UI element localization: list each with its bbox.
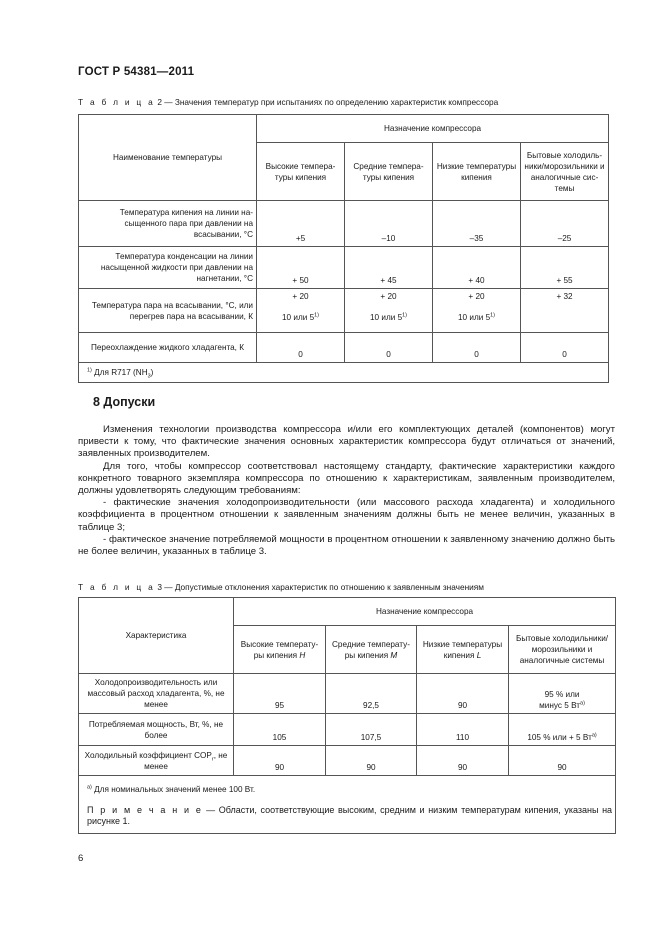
table3-note-label: П р и м е ч а н и е bbox=[87, 805, 203, 815]
table-3 bbox=[78, 597, 616, 834]
table3-cell bbox=[509, 674, 616, 714]
table2-cell: –10 bbox=[345, 201, 433, 247]
section-body bbox=[78, 424, 615, 558]
table3-footnote-text: Для номинальных значений менее 100 Вт. bbox=[94, 785, 256, 794]
table2-cell: + 45 bbox=[345, 247, 433, 289]
paragraph: Изменения технологии производства компрессора и/или его комплектующих деталей (компонентов) могут привести к тому, что фактические значения основных характеристик компрессора будут отличаться от значений, заявленных производителем. bbox=[78, 424, 615, 460]
table3-cell-line: 95 % или bbox=[544, 690, 580, 699]
table2-cell-bottom-text: 10 или 5 bbox=[281, 313, 315, 322]
table2-row-label: Температура кипения на линии насыщенного пара при давлении на всасывании, °С bbox=[79, 201, 257, 247]
table2-row-label: Переохлаждение жидкого хладагента, К bbox=[79, 333, 257, 363]
table3-footnotes bbox=[79, 776, 616, 834]
table3-row-label: Холодопроизводительность или массовый расход хладагента, %, не менее bbox=[79, 674, 234, 714]
table3-label-end: , не менее bbox=[144, 750, 228, 771]
table3-cell: 105 bbox=[234, 714, 326, 746]
table2-col-high: Высокие температуры кипения bbox=[257, 143, 345, 201]
table2-name-header: Наименование температуры bbox=[79, 115, 257, 201]
table3-caption-text: 3 — Допустимые отклонения характеристик по отношению к заявленным значениям bbox=[155, 582, 484, 592]
table2-caption-label: Т а б л и ц а bbox=[78, 97, 156, 107]
table3-cell: 90 bbox=[417, 746, 509, 776]
table2-footnote-ref: 1) bbox=[402, 312, 408, 319]
table2-cell: + 55 bbox=[521, 247, 609, 289]
table3-cell: 90 bbox=[326, 746, 417, 776]
table3-col-text: Низкие температуры кипения bbox=[422, 639, 503, 660]
table3-caption-label: Т а б л и ц а bbox=[78, 582, 156, 592]
table2-cell-bottom bbox=[348, 312, 429, 323]
page-number: 6 bbox=[78, 853, 84, 864]
table3-footnote-ref: a) bbox=[591, 732, 597, 739]
table3-col-household: Бытовые холодильники/морозильники и аналогичные системы bbox=[509, 626, 616, 674]
table3-cell bbox=[509, 714, 616, 746]
table2-cell-bottom-text: 10 или 5 bbox=[369, 313, 403, 322]
table3-col-medium bbox=[326, 626, 417, 674]
table3-col-symbol: L bbox=[476, 650, 482, 660]
table2-row-label: Температура конденсации на линии насыщенной жидкости при давлении на нагнетании, °С bbox=[79, 247, 257, 289]
table2-cell-top: + 20 bbox=[380, 292, 397, 301]
document-header: ГОСТ Р 54381—2011 bbox=[78, 66, 195, 78]
table2-cell: –25 bbox=[521, 201, 609, 247]
table2-cell: 0 bbox=[521, 333, 609, 363]
table3-cell: 95 bbox=[234, 674, 326, 714]
table3-footnote-mark: a) bbox=[87, 784, 92, 791]
table2-footnote-sub: 3 bbox=[147, 373, 151, 380]
table2-col-medium: Средние температуры кипения bbox=[345, 143, 433, 201]
table2-cell: 0 bbox=[345, 333, 433, 363]
paragraph: - фактические значения холодопроизводительности (или массового расхода хладагента) и холодильного коэффициента в процентном отношении к заявленным значениям должны быть не менее величин, указанных в таблице 3; bbox=[78, 497, 615, 533]
table2-footnote-ref: 1) bbox=[314, 312, 320, 319]
table3-col-symbol: M bbox=[390, 650, 398, 660]
paragraph: Для того, чтобы компрессор соответствовал настоящему стандарту, фактические характеристики каждого конкретного товарного экземпляра компрессора по отношению к характеристикам, заявленным производителем, должны удовлетворять следующим требованиям: bbox=[78, 460, 615, 497]
table3-footnote bbox=[87, 784, 612, 795]
table2-cell: 0 bbox=[433, 333, 521, 363]
table2-col-household: Бытовые холодильники/морозильники и аналогичные системы bbox=[521, 143, 609, 201]
table3-cell-text: минус 5 Вт bbox=[539, 701, 581, 710]
table3-row-label bbox=[79, 746, 234, 776]
table2-cell-bottom-text: 10 или 5 bbox=[457, 313, 491, 322]
table2-cell: +5 bbox=[257, 201, 345, 247]
table2-col-low: Низкие температуры кипения bbox=[433, 143, 521, 201]
table3-row-label: Потребляемая мощность, Вт, %, не более bbox=[79, 714, 234, 746]
table2-cell-bottom bbox=[436, 312, 517, 323]
table3-cell-text: 105 % или + 5 Вт bbox=[527, 733, 592, 742]
table2-cell: + 50 bbox=[257, 247, 345, 289]
table3-note-text: — Области, соответствующие высоким, средним и низким температурам кипения, указаны на рисунке 1. bbox=[87, 805, 613, 826]
table3-cell: 90 bbox=[417, 674, 509, 714]
paragraph: - фактическое значение потребляемой мощности в процентном отношении к заявленному значению должно быть не более величин, указанных в таблице 3. bbox=[78, 533, 615, 558]
table2-cell bbox=[345, 289, 433, 333]
table2-footnote-text: Для R717 (NH bbox=[94, 368, 148, 377]
table3-note bbox=[87, 805, 612, 827]
table3-cell: 92,5 bbox=[326, 674, 417, 714]
table2-footnote-close: ) bbox=[150, 368, 154, 377]
table3-caption bbox=[78, 582, 484, 592]
table3-purpose-header: Назначение компрессора bbox=[234, 598, 616, 626]
table3-label-sub: r bbox=[211, 756, 214, 763]
table3-col-low bbox=[417, 626, 509, 674]
table2-cell-top: + 20 bbox=[292, 292, 309, 301]
table3-cell: 90 bbox=[509, 746, 616, 776]
table3-cell-line bbox=[512, 700, 612, 711]
table2-purpose-header: Назначение компрессора bbox=[257, 115, 609, 143]
table3-footnote-ref: a) bbox=[580, 700, 585, 707]
table3-col-high bbox=[234, 626, 326, 674]
table2-cell-top: + 20 bbox=[468, 292, 485, 301]
table3-cell: 90 bbox=[234, 746, 326, 776]
table2-cell: + 32 bbox=[521, 289, 609, 333]
table2-footnote-mark: 1) bbox=[87, 367, 92, 374]
table2-cell: + 40 bbox=[433, 247, 521, 289]
table3-label-text: Холодильный коэффициент COP bbox=[84, 750, 212, 760]
table3-col-symbol: H bbox=[299, 650, 306, 660]
table2-caption-text: 2 — Значения температур при испытаниях по определению характеристик компрессора bbox=[155, 97, 499, 107]
table3-cell: 110 bbox=[417, 714, 509, 746]
table2-cell: 0 bbox=[257, 333, 345, 363]
table-2 bbox=[78, 114, 609, 383]
table2-cell bbox=[257, 289, 345, 333]
table2-cell: –35 bbox=[433, 201, 521, 247]
table2-cell-bottom bbox=[260, 312, 341, 323]
table3-col-text: Высокие температуры кипения bbox=[240, 639, 319, 660]
table2-row-label: Температура пара на всасывании, °С, или перегрев пара на всасывании, К bbox=[79, 289, 257, 333]
table3-col-text: Средние температуры кипения bbox=[332, 639, 410, 660]
table2-caption bbox=[78, 97, 498, 107]
table2-footnote bbox=[79, 363, 609, 383]
table2-cell bbox=[433, 289, 521, 333]
table3-cell: 107,5 bbox=[326, 714, 417, 746]
section-title: 8 Допуски bbox=[93, 395, 156, 409]
table3-name-header: Характеристика bbox=[79, 598, 234, 674]
table2-footnote-ref: 1) bbox=[490, 312, 496, 319]
